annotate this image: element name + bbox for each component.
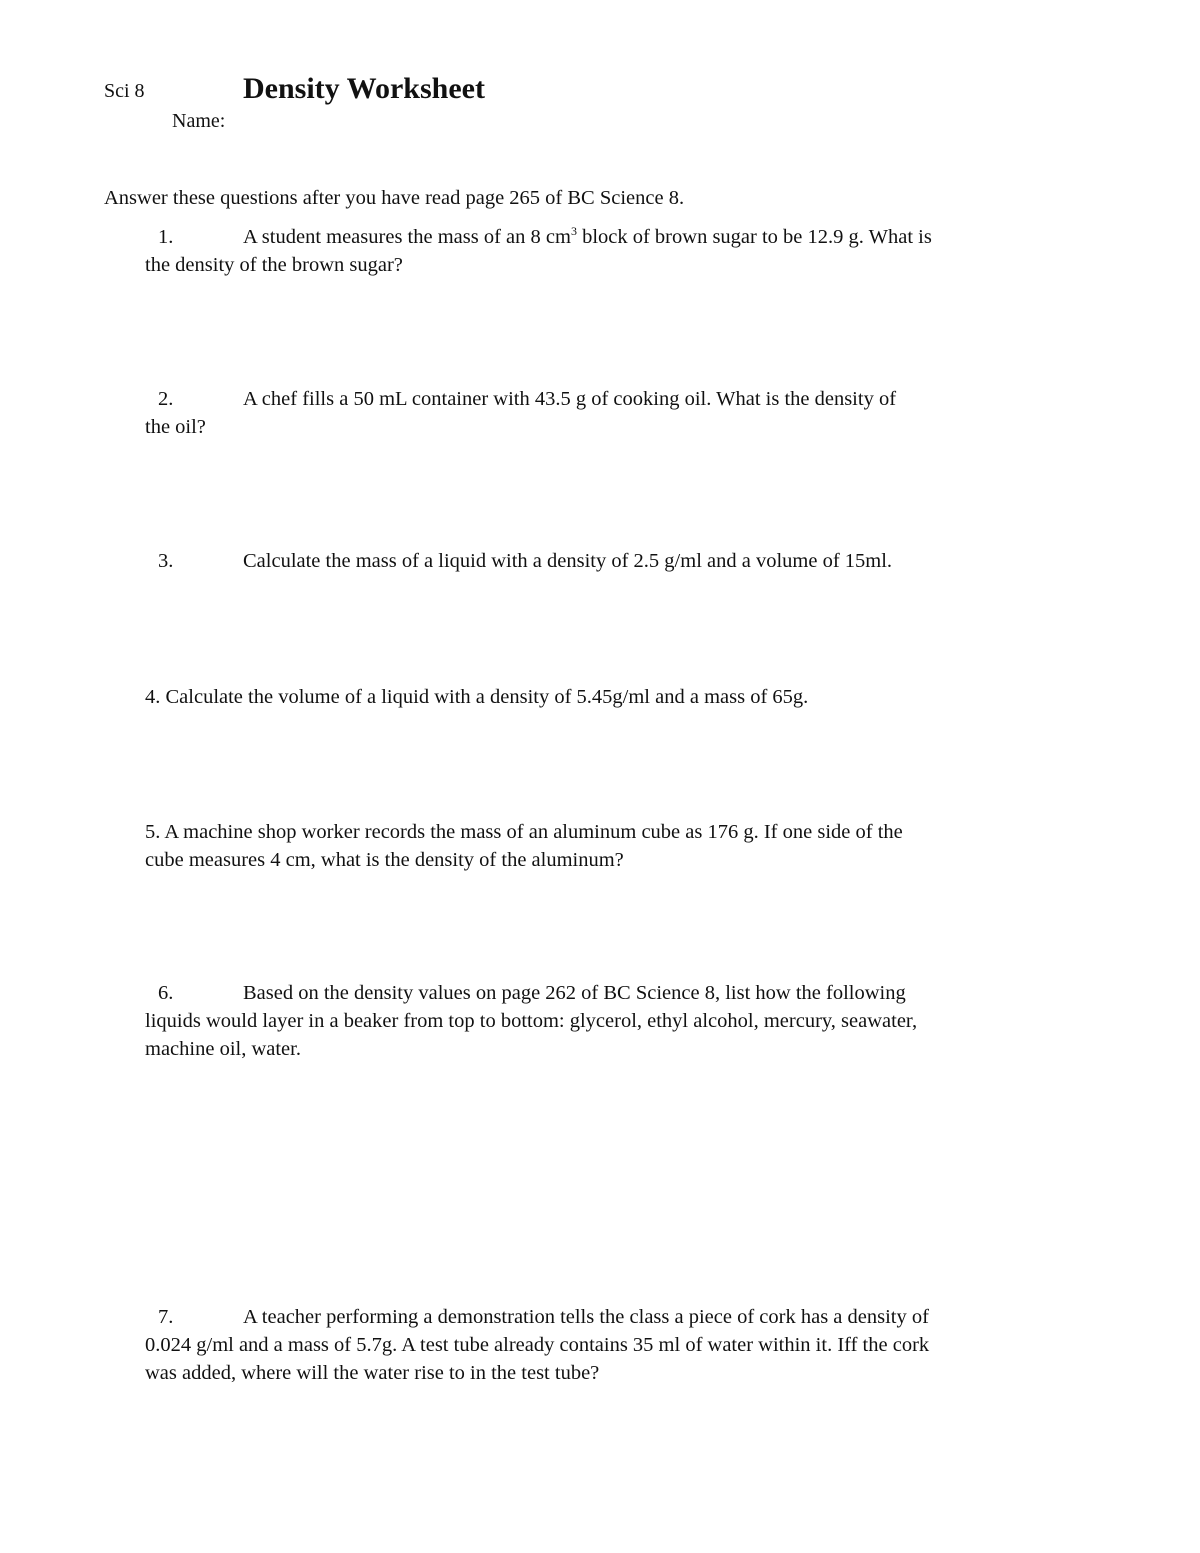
question-text-line: the oil? [145,416,206,438]
question-text-line [243,226,932,249]
question-text-line: 5. A machine shop worker records the mass of an aluminum cube as 176 g. If one side of the [145,821,903,843]
question-text-segment: block of brown sugar to be 12.9 g. What is [576,226,932,248]
question-text-line: 4. Calculate the volume of a liquid with a density of 5.45g/ml and a mass of 65g. [145,686,809,708]
question-text-line: cube measures 4 cm, what is the density of the aluminum? [145,849,624,871]
name-field-label: Name: [172,110,226,132]
page-title: Density Worksheet [243,72,485,105]
question-number: 7. [158,1306,174,1328]
superscript: 3 [570,224,577,238]
course-label: Sci 8 [104,80,145,102]
question-number: 6. [158,982,174,1004]
question-text-line: was added, where will the water rise to in the test tube? [145,1362,600,1384]
question-number: 3. [158,550,174,572]
question-text-line: Calculate the mass of a liquid with a density of 2.5 g/ml and a volume of 15ml. [243,550,893,572]
question-text-line: Based on the density values on page 262 of BC Science 8, list how the following [243,982,906,1004]
question-text-segment: A student measures the mass of an 8 cm [243,226,571,248]
question-text-line: 0.024 g/ml and a mass of 5.7g. A test tube already contains 35 ml of water within it. Iff the cork [145,1334,930,1356]
question-text-line: A teacher performing a demonstration tells the class a piece of cork has a density of [243,1306,929,1328]
question-text-line: liquids would layer in a beaker from top to bottom: glycerol, ethyl alcohol, mercury, seawater, [145,1010,918,1032]
question-text-line: A chef fills a 50 mL container with 43.5 g of cooking oil. What is the density of [243,388,897,410]
question-text-line: the density of the brown sugar? [145,254,403,276]
question-number: 2. [158,388,174,410]
question-number: 1. [158,226,174,248]
instructions: Answer these questions after you have read page 265 of BC Science 8. [104,187,685,209]
question-text-line: machine oil, water. [145,1038,301,1060]
